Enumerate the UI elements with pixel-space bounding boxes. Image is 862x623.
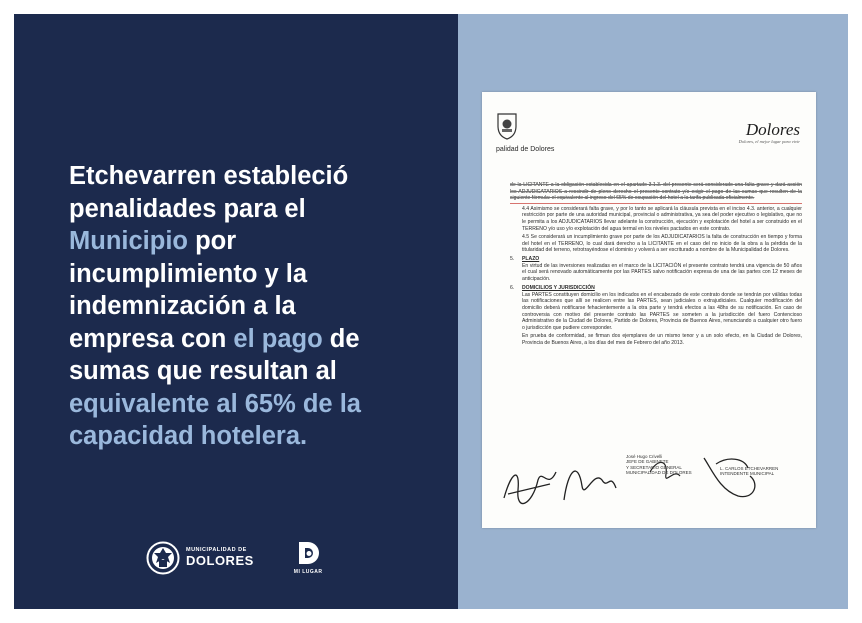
signature-block-right: L. CARLOS ETCHEVARREN INTENDENTE MUNICIPAL (720, 466, 779, 477)
headline-highlight: equivalente al 65% de la (69, 389, 361, 418)
document-brand (739, 120, 800, 144)
headline-line: Municipio por (69, 227, 237, 255)
document-header (496, 110, 802, 153)
document-header-left: palidad de Dolores (496, 146, 555, 153)
headline-highlight: capacidad hotelera. (69, 422, 308, 450)
mi-lugar-logo (294, 540, 323, 575)
headline-line: incumplimiento y la (69, 259, 308, 288)
document-paragraph: 4.4 Asimismo se considerará falta grave, y por lo tanto se aplicará la cláusula prevista en el inciso 4.3. anterior, a cualquier restricción por parte de una autoridad municipal, provincial o administrativa, ya sea del poder ejecutivo o legislativo, que no le permita a los ADJUDICATARIOS llevar adelante la construcción, ejecución y explotación del hotel a ser construido en el TERRENO y/o uso y/o explotación del agua termal en los niveles pactados en este contrato. (522, 205, 802, 232)
municipalidad-logo (146, 541, 254, 575)
document-paragraph: En prueba de conformidad, se firman dos ejemplares de un mismo tenor y a un solo efecto, en la Ciudad de Dolores, Provincia de Buenos Aires, a los días del mes de Febrero del año 2013. (522, 333, 802, 346)
signatures (498, 450, 802, 510)
section-heading: 6. DOMICILIOS Y JURISDICCIÓN (510, 284, 595, 291)
headline-line: penalidades para el (69, 194, 306, 223)
headline-line: empresa con el pago de (69, 324, 360, 353)
document-body (510, 182, 802, 348)
mi-lugar-label: MI LUGAR (293, 569, 323, 575)
headline-panel (14, 14, 458, 609)
document-brand-name: Dolores (745, 120, 800, 139)
document-paragraph: de la LICITANTE a la obligación establecida en el apartado 3.1.3. del presente será considerado una falta grave y dará acción los ADJUDICATARIOS a rescindir de pleno derecho el presente contrato y/o exigir el pago de las sumas que resulten de la siguiente fórmula: el equivalente al ingreso del 65% de ocupación del hotel a la tarifa publicada oficialmente. (510, 182, 802, 204)
headline-line: Etchevarren estableció (69, 162, 349, 190)
muni-logo-big: DOLORES (186, 553, 254, 569)
mi-lugar-icon (295, 540, 321, 566)
contract-document (482, 92, 816, 528)
muni-logo-small: MUNICIPALIDAD DE (186, 546, 247, 553)
document-crest-icon (496, 112, 518, 140)
headline-highlight: el pago (233, 324, 323, 353)
footer-logos (146, 540, 323, 575)
signature-block-left: José Hugo Crivelli JEFE DE GABINETE Y SECRETARIO GENERAL MUNICIPALIDAD DE DOLORES (626, 454, 692, 475)
municipal-crest-icon (146, 541, 180, 575)
headline-highlight: Municipio (69, 227, 188, 255)
headline (69, 160, 449, 453)
section-heading: 5. PLAZO (510, 256, 540, 263)
document-paragraph: Las PARTES constituyen domicilio en los indicados en el encabezado de este contrato donde se tendrán por válidas todas las notificaciones que allí se realicen entre las PARTES, sean judiciales o extrajudiciales. Cualquier modificación del domicilio deberá notificarse fehacientemente a la otra parte y tendrá efectos a las 48hs de su notificación. En caso de controversia con motivo del presente contrato las PARTES se someten a la jurisdicción del fuero Contencioso Administrativo de la Ciudad de Dolores, Partido de Dolores, Provincia de Buenos Aires, renunciando a cualquier otro fuero o jurisdicción que pudiere corresponder. (522, 291, 802, 332)
headline-line: indemnización a la (69, 292, 296, 320)
headline-line: sumas que resultan al (69, 357, 337, 385)
document-paragraph: En virtud de las inversiones realizadas en el marco de la LICITACIÓN el presente contrato tendrá una vigencia de 50 años el cual será renovado automáticamente por las PARTES salvo notificación expresa de una de las partes con 12 meses de anticipación. (522, 262, 802, 283)
document-brand-tag: Dolores, el mejor lugar para vivir (738, 139, 800, 144)
document-paragraph: 4.5 Se considerará un incumplimiento grave por parte de los ADJUDICATARIOS la falta de construcción en tiempo y forma del hotel en el TERRENO, lo cual dará derecho a la LICITANTE en el caso del no inicio de la obra a la pérdida de la titularidad del terreno, retrotrayéndose el dominio y volverá a ser escriturado a nombre de la Municipalidad de Dolores. (522, 233, 802, 254)
